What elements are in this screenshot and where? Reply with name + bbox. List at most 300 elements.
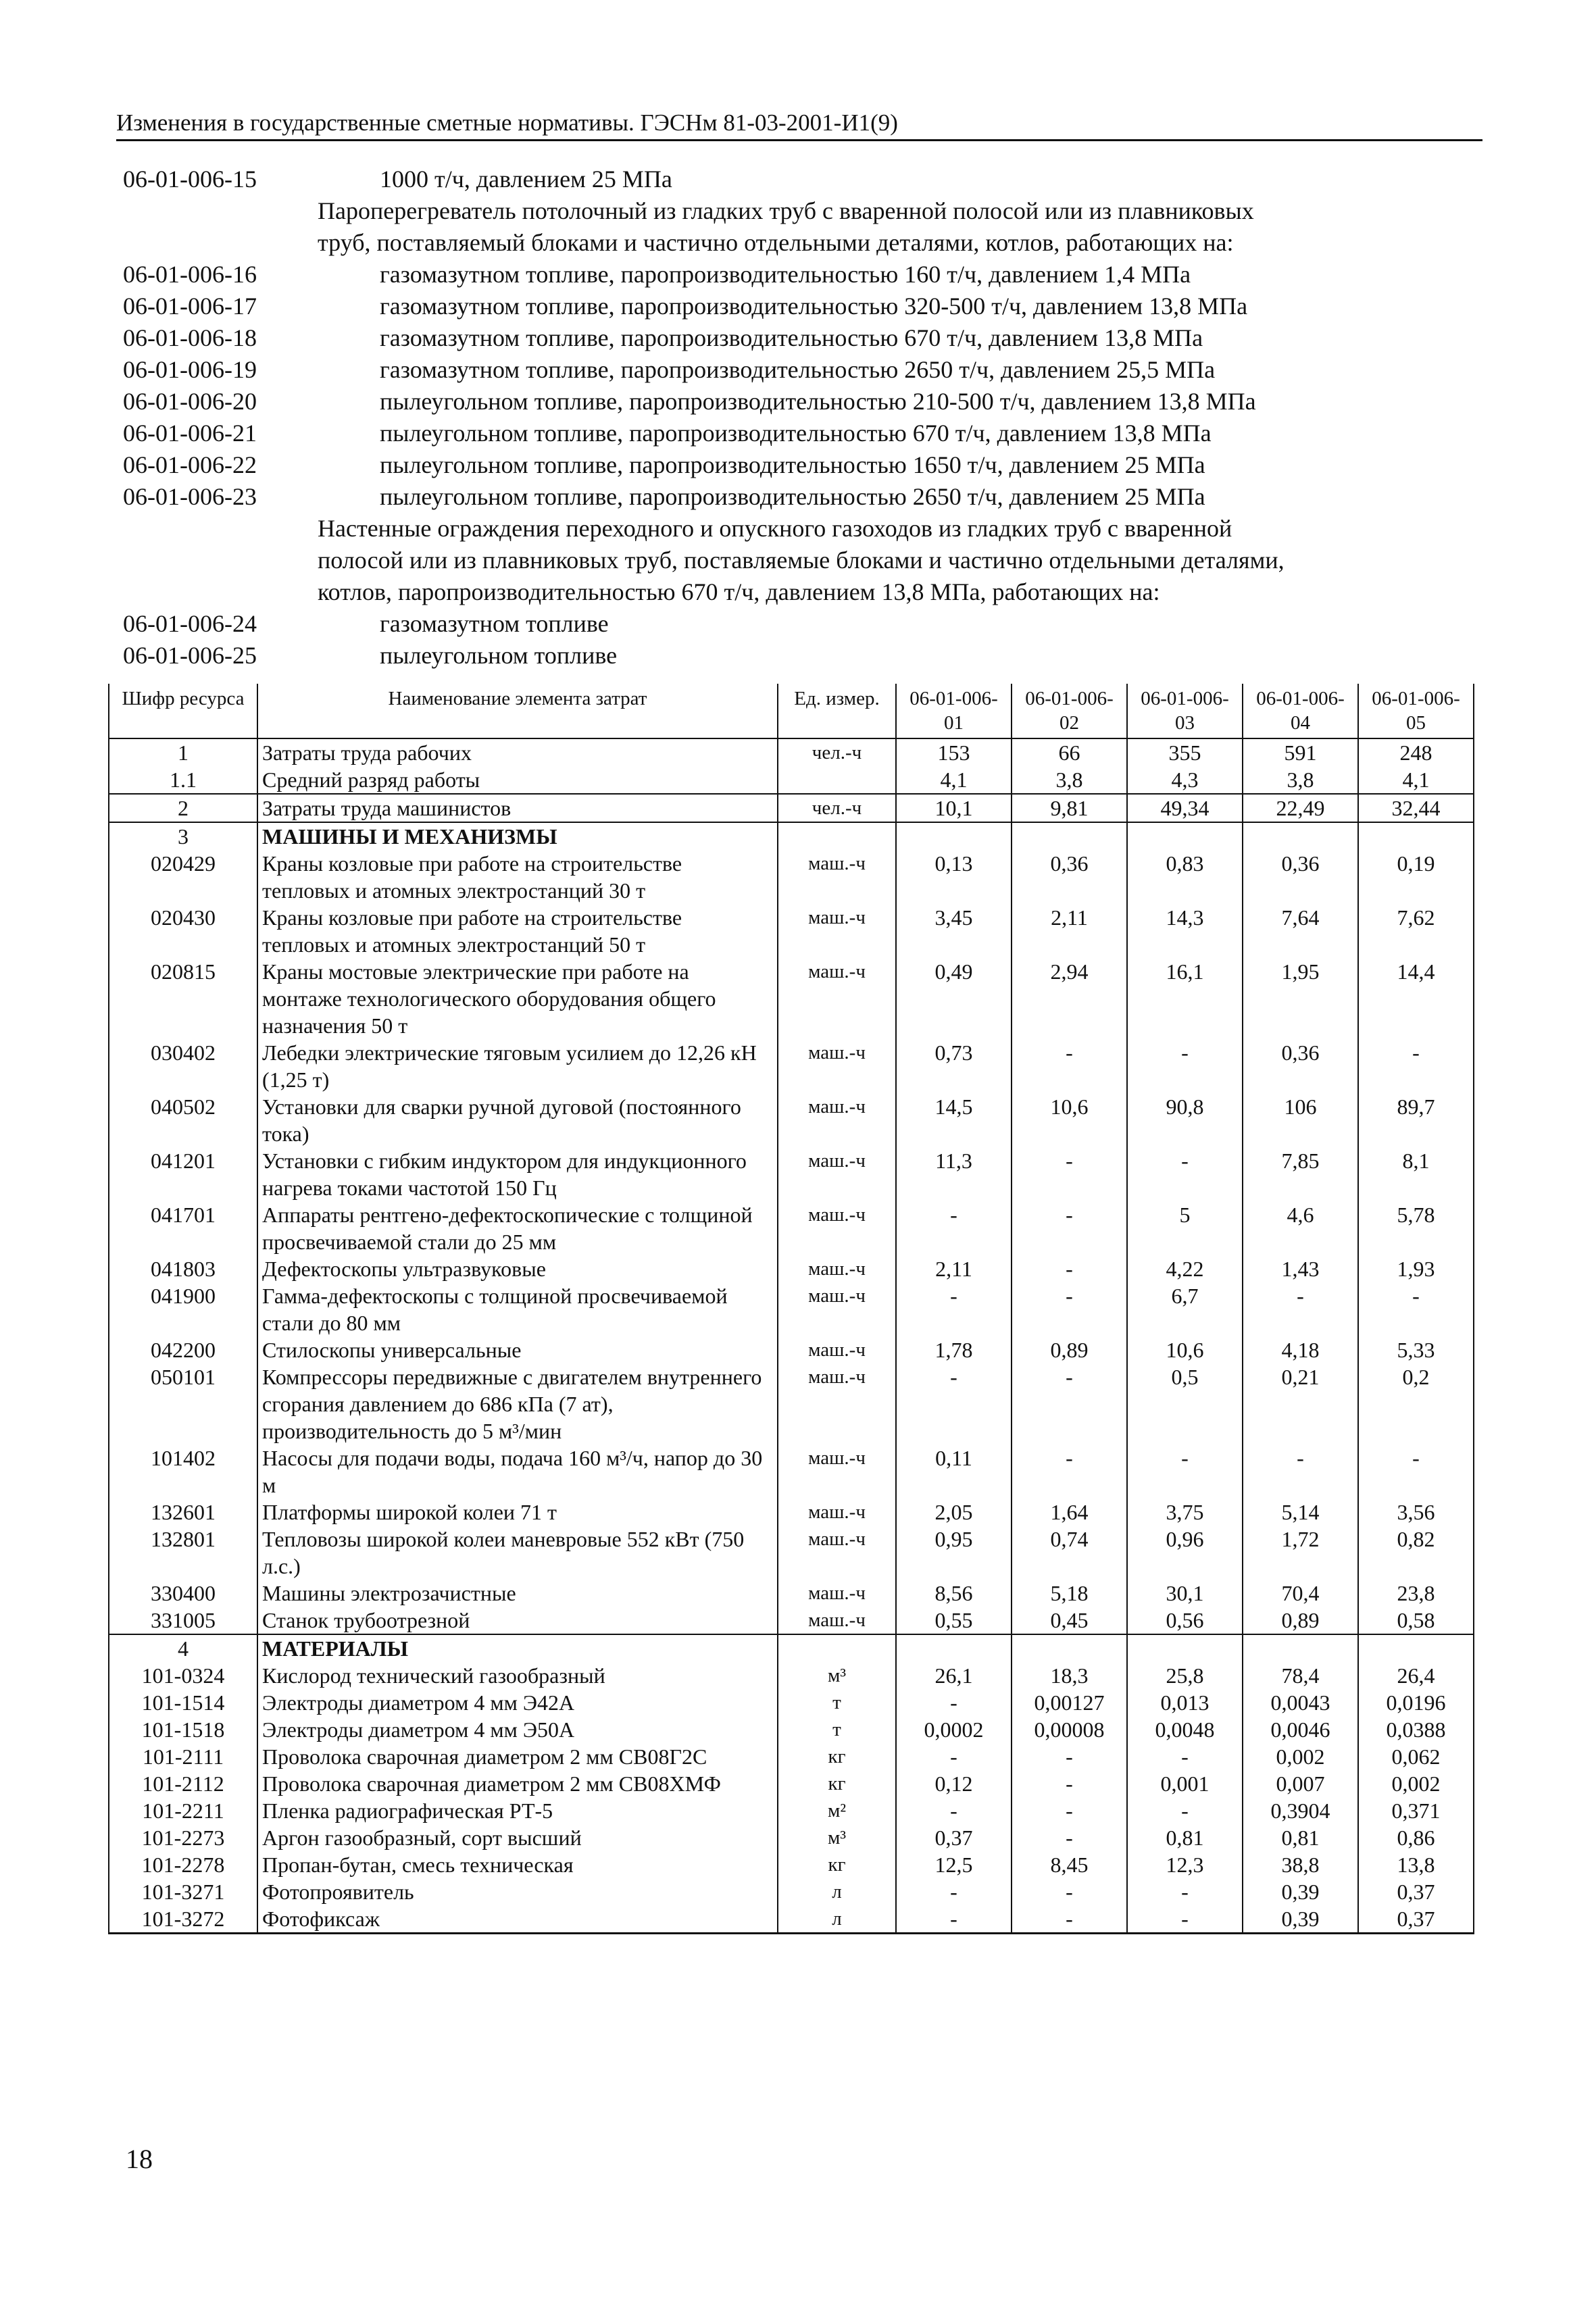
resource-code: 101-2111 [109, 1743, 257, 1770]
value-cell: 0,36 [1243, 1039, 1358, 1093]
norm-code: 06-01-006-25 [123, 642, 257, 669]
paragraph-text: Настенные ограждения переходного и опускного газоходов из гладких труб с вваренной [318, 515, 1232, 542]
norm-code: 06-01-006-15 [123, 166, 257, 193]
paragraph-text: труб, поставляемый блоками и частично отдельными деталями, котлов, работающих на: [318, 229, 1234, 256]
resource-unit: м³ [778, 1662, 896, 1689]
value-cell: 0,13 [896, 850, 1012, 904]
value-cell: 248 [1358, 738, 1474, 766]
table-body [109, 738, 1474, 1934]
norm-code: 06-01-006-19 [123, 356, 257, 383]
value-cell: 25,8 [1127, 1662, 1243, 1689]
value-cell: 0,37 [1358, 1878, 1474, 1905]
value-cell: 7,85 [1243, 1147, 1358, 1201]
value-cell: - [1243, 1444, 1358, 1499]
resource-unit: маш.-ч [778, 1255, 896, 1282]
value-cell [896, 822, 1012, 850]
norm-item [116, 259, 1488, 291]
norm-code: 06-01-006-22 [123, 451, 257, 478]
resource-code: 041201 [109, 1147, 257, 1201]
table-row [109, 1607, 1474, 1634]
value-cell [1012, 1634, 1127, 1662]
resource-unit: маш.-ч [778, 904, 896, 958]
value-cell: 355 [1127, 738, 1243, 766]
value-cell: 0,45 [1012, 1607, 1127, 1634]
value-cell [1358, 822, 1474, 850]
resource-unit: маш.-ч [778, 1607, 896, 1634]
value-cell: 3,8 [1243, 766, 1358, 794]
value-cell: - [1012, 1824, 1127, 1851]
value-cell: 26,1 [896, 1662, 1012, 1689]
resource-name: Затраты труда рабочих [257, 738, 778, 766]
table-row [109, 1336, 1474, 1363]
value-cell: 0,36 [1243, 850, 1358, 904]
resource-name: Краны козловые при работе на строительстве тепловых и атомных электростанций 30 т [257, 850, 778, 904]
value-cell: 26,4 [1358, 1662, 1474, 1689]
intro-paragraph-line [116, 513, 1488, 545]
resource-unit: л [778, 1878, 896, 1905]
norm-item [116, 322, 1488, 354]
resource-code: 050101 [109, 1363, 257, 1444]
value-cell: 0,5 [1127, 1363, 1243, 1444]
norm-code: 06-01-006-17 [123, 293, 257, 320]
value-cell: - [896, 1689, 1012, 1716]
value-cell: 0,0002 [896, 1716, 1012, 1743]
value-cell: 4,22 [1127, 1255, 1243, 1282]
norm-item [116, 418, 1488, 449]
value-cell: 153 [896, 738, 1012, 766]
value-cell: 2,11 [896, 1255, 1012, 1282]
page-header [116, 107, 1482, 141]
resource-name: Компрессоры передвижные с двигателем внутреннего сгорания давлением до 686 кПа (7 ат), производительность до 5 м³/мин [257, 1363, 778, 1444]
resource-code: 101-2278 [109, 1851, 257, 1878]
norm-text: 1000 т/ч, давлением 25 МПа [380, 166, 672, 193]
value-cell: 0,013 [1127, 1689, 1243, 1716]
value-cell: - [1358, 1444, 1474, 1499]
norm-item [116, 291, 1488, 322]
value-cell: - [1127, 1444, 1243, 1499]
resource-name: Пленка радиографическая РТ-5 [257, 1797, 778, 1824]
value-cell: - [1012, 1905, 1127, 1934]
value-cell: 1,43 [1243, 1255, 1358, 1282]
value-cell: 4,3 [1127, 766, 1243, 794]
value-cell: - [1012, 1743, 1127, 1770]
resource-name: Кислород технический газообразный [257, 1662, 778, 1689]
value-cell: 66 [1012, 738, 1127, 766]
table-row [109, 1444, 1474, 1499]
resource-name: Лебедки электрические тяговым усилием до 12,26 кН (1,25 т) [257, 1039, 778, 1093]
value-cell: 0,371 [1358, 1797, 1474, 1824]
resource-code: 330400 [109, 1580, 257, 1607]
resource-code: 030402 [109, 1039, 257, 1093]
value-cell: 12,3 [1127, 1851, 1243, 1878]
value-cell: 0,37 [896, 1824, 1012, 1851]
value-cell: 38,8 [1243, 1851, 1358, 1878]
norm-text: пылеугольном топливе, паропроизводительностью 2650 т/ч, давлением 25 МПа [380, 483, 1205, 510]
resource-code: 042200 [109, 1336, 257, 1363]
value-cell: 5,78 [1358, 1201, 1474, 1255]
value-cell: - [1127, 1878, 1243, 1905]
value-cell: 8,56 [896, 1580, 1012, 1607]
norm-item [116, 640, 1488, 672]
value-cell: - [896, 1282, 1012, 1336]
value-cell: 14,4 [1358, 958, 1474, 1039]
resource-name: Электроды диаметром 4 мм Э50А [257, 1716, 778, 1743]
value-cell: 0,2 [1358, 1363, 1474, 1444]
value-cell: 3,45 [896, 904, 1012, 958]
norm-text: пылеугольном топливе, паропроизводительностью 210-500 т/ч, давлением 13,8 МПа [380, 388, 1256, 415]
resource-name: МАТЕРИАЛЫ [257, 1634, 778, 1662]
resource-code: 041900 [109, 1282, 257, 1336]
table-row [109, 1743, 1474, 1770]
value-cell: 90,8 [1127, 1093, 1243, 1147]
value-cell: 0,81 [1243, 1824, 1358, 1851]
resource-unit: маш.-ч [778, 1580, 896, 1607]
resource-unit: м² [778, 1797, 896, 1824]
value-cell: - [896, 1201, 1012, 1255]
header-name: Наименование элемента затрат [257, 684, 778, 738]
resource-name: Гамма-дефектоскопы с толщиной просвечиваемой стали до 80 мм [257, 1282, 778, 1336]
value-cell: 0,89 [1243, 1607, 1358, 1634]
paragraph-text: полосой или из плавниковых труб, поставляемые блоками и частично отдельными деталями, [318, 547, 1285, 574]
norm-text: газомазутном топливе, паропроизводительностью 320-500 т/ч, давлением 13,8 МПа [380, 293, 1248, 320]
table-row [109, 1147, 1474, 1201]
table-row [109, 1580, 1474, 1607]
value-cell: 0,89 [1012, 1336, 1127, 1363]
resource-code: 101-1514 [109, 1689, 257, 1716]
value-cell: 5 [1127, 1201, 1243, 1255]
value-cell: 0,55 [896, 1607, 1012, 1634]
value-cell: 8,45 [1012, 1851, 1127, 1878]
value-cell: 2,11 [1012, 904, 1127, 958]
value-cell: 0,86 [1358, 1824, 1474, 1851]
norm-text: газомазутном топливе, паропроизводительностью 2650 т/ч, давлением 25,5 МПа [380, 356, 1216, 383]
resource-name: Платформы широкой колеи 71 т [257, 1499, 778, 1526]
resource-code: 101-0324 [109, 1662, 257, 1689]
value-cell: 16,1 [1127, 958, 1243, 1039]
value-cell: 0,21 [1243, 1363, 1358, 1444]
norm-text: газомазутном топливе, паропроизводительностью 670 т/ч, давлением 13,8 МПа [380, 324, 1203, 351]
resource-code: 331005 [109, 1607, 257, 1634]
value-cell: 0,062 [1358, 1743, 1474, 1770]
resource-unit: л [778, 1905, 896, 1934]
value-cell: 0,00008 [1012, 1716, 1127, 1743]
resource-unit: чел.-ч [778, 794, 896, 822]
resource-unit: маш.-ч [778, 1039, 896, 1093]
table-row [109, 766, 1474, 794]
resource-code: 101-3271 [109, 1878, 257, 1905]
resource-code: 1.1 [109, 766, 257, 794]
header-shifr: Шифр ресурса [109, 684, 257, 738]
value-cell: 1,78 [896, 1336, 1012, 1363]
resource-name: Фотопроявитель [257, 1878, 778, 1905]
value-cell: 2,05 [896, 1499, 1012, 1526]
value-cell: 8,1 [1358, 1147, 1474, 1201]
resource-code: 040502 [109, 1093, 257, 1147]
resource-code: 041701 [109, 1201, 257, 1255]
value-cell: 4,18 [1243, 1336, 1358, 1363]
resource-code: 101-1518 [109, 1716, 257, 1743]
value-cell: 2,94 [1012, 958, 1127, 1039]
resource-code: 101-2211 [109, 1797, 257, 1824]
table-row [109, 850, 1474, 904]
resource-code: 1 [109, 738, 257, 766]
resource-code: 101-3272 [109, 1905, 257, 1934]
value-cell: - [896, 1797, 1012, 1824]
table-row [109, 1851, 1474, 1878]
norm-text: пылеугольном топливе [380, 642, 618, 669]
value-cell: 49,34 [1127, 794, 1243, 822]
resource-unit: маш.-ч [778, 1147, 896, 1201]
resource-code: 4 [109, 1634, 257, 1662]
intro-paragraph-line [116, 195, 1488, 227]
value-cell: 3,75 [1127, 1499, 1243, 1526]
value-cell: 32,44 [1358, 794, 1474, 822]
header-col-3: 06-01-006-03 [1127, 684, 1243, 738]
value-cell: 0,001 [1127, 1770, 1243, 1797]
value-cell: 1,93 [1358, 1255, 1474, 1282]
table-row [109, 1878, 1474, 1905]
header-col-4: 06-01-006-04 [1243, 684, 1358, 738]
value-cell: 12,5 [896, 1851, 1012, 1878]
table-row [109, 1499, 1474, 1526]
value-cell: - [1012, 1255, 1127, 1282]
norm-code: 06-01-006-24 [123, 610, 257, 637]
table-row [109, 1662, 1474, 1689]
value-cell: - [1358, 1039, 1474, 1093]
value-cell: 0,36 [1012, 850, 1127, 904]
value-cell: 3,8 [1012, 766, 1127, 794]
value-cell [896, 1634, 1012, 1662]
value-cell: - [1127, 1905, 1243, 1934]
table-row [109, 794, 1474, 822]
paragraph-text: котлов, паропроизводительностью 670 т/ч, давлением 13,8 МПа, работающих на: [318, 578, 1160, 605]
table-row [109, 1797, 1474, 1824]
norm-item [116, 481, 1488, 513]
header-col-1: 06-01-006-01 [896, 684, 1012, 738]
resource-name: Фотофиксаж [257, 1905, 778, 1934]
table-row [109, 1770, 1474, 1797]
value-cell: - [1012, 1147, 1127, 1201]
norm-text: пылеугольном топливе, паропроизводительностью 1650 т/ч, давлением 25 МПа [380, 451, 1205, 478]
value-cell: - [896, 1878, 1012, 1905]
table-row [109, 1039, 1474, 1093]
value-cell: 0,002 [1243, 1743, 1358, 1770]
value-cell: - [1127, 1147, 1243, 1201]
value-cell: 3,56 [1358, 1499, 1474, 1526]
table-row [109, 1255, 1474, 1282]
intro-line [116, 164, 1488, 195]
header-title: Изменения в государственные сметные нормативы. ГЭСНм 81-03-2001-И1(9) [116, 109, 898, 136]
resource-name: Краны козловые при работе на строительстве тепловых и атомных электростанций 50 т [257, 904, 778, 958]
resource-name: Проволока сварочная диаметром 2 мм СВ08ХМФ [257, 1770, 778, 1797]
resource-name: Станок трубоотрезной [257, 1607, 778, 1634]
resource-code: 2 [109, 794, 257, 822]
value-cell: 0,49 [896, 958, 1012, 1039]
value-cell: 14,3 [1127, 904, 1243, 958]
value-cell: 10,1 [896, 794, 1012, 822]
resource-unit: кг [778, 1770, 896, 1797]
resource-unit: маш.-ч [778, 1093, 896, 1147]
norm-code: 06-01-006-23 [123, 483, 257, 510]
header-col-2: 06-01-006-02 [1012, 684, 1127, 738]
value-cell: 0,3904 [1243, 1797, 1358, 1824]
value-cell: - [1127, 1039, 1243, 1093]
resource-code: 3 [109, 822, 257, 850]
value-cell: 22,49 [1243, 794, 1358, 822]
table-row [109, 1634, 1474, 1662]
value-cell: - [1012, 1039, 1127, 1093]
value-cell: 0,37 [1358, 1905, 1474, 1934]
value-cell: 14,5 [896, 1093, 1012, 1147]
intro-paragraph-line [116, 227, 1488, 259]
norm-code: 06-01-006-20 [123, 388, 257, 415]
value-cell: 7,64 [1243, 904, 1358, 958]
resource-name: Аппараты рентгено-дефектоскопические с толщиной просвечиваемой стали до 25 мм [257, 1201, 778, 1255]
norm-item [116, 386, 1488, 418]
table-row [109, 1282, 1474, 1336]
resource-name: Пропан-бутан, смесь техническая [257, 1851, 778, 1878]
norm-item [116, 608, 1488, 640]
resource-unit [778, 1634, 896, 1662]
table-row [109, 738, 1474, 766]
norm-description [116, 164, 1488, 672]
value-cell: - [896, 1905, 1012, 1934]
value-cell: 0,0046 [1243, 1716, 1358, 1743]
resource-unit [778, 822, 896, 850]
value-cell: - [1012, 1282, 1127, 1336]
intro-paragraph-line [116, 576, 1488, 608]
resource-code: 020429 [109, 850, 257, 904]
resource-unit: маш.-ч [778, 1282, 896, 1336]
value-cell [1127, 822, 1243, 850]
resource-unit: м³ [778, 1824, 896, 1851]
resource-code: 101-2112 [109, 1770, 257, 1797]
header-unit: Ед. измер. [778, 684, 896, 738]
value-cell: 591 [1243, 738, 1358, 766]
paragraph-text: Пароперегреватель потолочный из гладких труб с вваренной полосой или из плавниковых [318, 197, 1254, 224]
value-cell: 10,6 [1127, 1336, 1243, 1363]
resource-code: 020815 [109, 958, 257, 1039]
value-cell: - [1243, 1282, 1358, 1336]
value-cell: 4,6 [1243, 1201, 1358, 1255]
value-cell: 9,81 [1012, 794, 1127, 822]
table-row [109, 1526, 1474, 1580]
table-row [109, 958, 1474, 1039]
value-cell: 11,3 [896, 1147, 1012, 1201]
resource-unit: маш.-ч [778, 1363, 896, 1444]
value-cell: 1,72 [1243, 1526, 1358, 1580]
table-row [109, 1689, 1474, 1716]
resource-name: Краны мостовые электрические при работе на монтаже технологического оборудования общего назначения 50 т [257, 958, 778, 1039]
resource-name: Аргон газообразный, сорт высший [257, 1824, 778, 1851]
value-cell: - [1012, 1201, 1127, 1255]
resource-unit: маш.-ч [778, 850, 896, 904]
resource-name: Насосы для подачи воды, подача 160 м³/ч, напор до 30 м [257, 1444, 778, 1499]
value-cell: 106 [1243, 1093, 1358, 1147]
norm-text: газомазутном топливе [380, 610, 609, 637]
value-cell: - [1012, 1444, 1127, 1499]
table-row [109, 822, 1474, 850]
norm-item [116, 354, 1488, 386]
norm-text: газомазутном топливе, паропроизводительностью 160 т/ч, давлением 1,4 МПа [380, 261, 1191, 288]
value-cell [1127, 1634, 1243, 1662]
table-row [109, 1824, 1474, 1851]
value-cell [1243, 1634, 1358, 1662]
value-cell: 7,62 [1358, 904, 1474, 958]
value-cell: 0,96 [1127, 1526, 1243, 1580]
value-cell: - [1012, 1770, 1127, 1797]
table-row [109, 1363, 1474, 1444]
resource-code: 020430 [109, 904, 257, 958]
table-row [109, 1905, 1474, 1934]
value-cell: 0,0048 [1127, 1716, 1243, 1743]
value-cell: 0,0388 [1358, 1716, 1474, 1743]
value-cell: 89,7 [1358, 1093, 1474, 1147]
resource-unit: кг [778, 1743, 896, 1770]
resource-name: Тепловозы широкой колеи маневровые 552 кВт (750 л.с.) [257, 1526, 778, 1580]
value-cell: 6,7 [1127, 1282, 1243, 1336]
resource-unit: маш.-ч [778, 958, 896, 1039]
resource-code: 041803 [109, 1255, 257, 1282]
value-cell [1358, 1634, 1474, 1662]
value-cell: 1,95 [1243, 958, 1358, 1039]
value-cell: 0,002 [1358, 1770, 1474, 1797]
value-cell: 1,64 [1012, 1499, 1127, 1526]
resource-unit: маш.-ч [778, 1526, 896, 1580]
value-cell: 70,4 [1243, 1580, 1358, 1607]
value-cell: 13,8 [1358, 1851, 1474, 1878]
resource-name: МАШИНЫ И МЕХАНИЗМЫ [257, 822, 778, 850]
resource-name: Проволока сварочная диаметром 2 мм СВ08Г2С [257, 1743, 778, 1770]
resource-unit: кг [778, 1851, 896, 1878]
value-cell: 0,11 [896, 1444, 1012, 1499]
value-cell: 0,00127 [1012, 1689, 1127, 1716]
value-cell: 0,58 [1358, 1607, 1474, 1634]
value-cell: 5,18 [1012, 1580, 1127, 1607]
value-cell [1012, 822, 1127, 850]
resource-unit: чел.-ч [778, 738, 896, 766]
resource-code: 101-2273 [109, 1824, 257, 1851]
table-row [109, 1093, 1474, 1147]
value-cell: - [896, 1363, 1012, 1444]
value-cell: 0,19 [1358, 850, 1474, 904]
value-cell: - [1012, 1797, 1127, 1824]
value-cell: 30,1 [1127, 1580, 1243, 1607]
resource-unit: маш.-ч [778, 1444, 896, 1499]
value-cell: - [1127, 1797, 1243, 1824]
value-cell: - [896, 1743, 1012, 1770]
value-cell: 5,33 [1358, 1336, 1474, 1363]
table-header-row [109, 684, 1474, 738]
norm-code: 06-01-006-16 [123, 261, 257, 288]
resource-table [108, 684, 1474, 1934]
resource-name: Установки для сварки ручной дуговой (постоянного тока) [257, 1093, 778, 1147]
resource-code: 132801 [109, 1526, 257, 1580]
resource-unit: маш.-ч [778, 1201, 896, 1255]
intro-paragraph-line [116, 545, 1488, 576]
value-cell: 0,12 [896, 1770, 1012, 1797]
resource-unit: маш.-ч [778, 1499, 896, 1526]
value-cell: 0,39 [1243, 1905, 1358, 1934]
value-cell: 0,81 [1127, 1824, 1243, 1851]
value-cell: 0,74 [1012, 1526, 1127, 1580]
value-cell: 10,6 [1012, 1093, 1127, 1147]
resource-code: 132601 [109, 1499, 257, 1526]
value-cell: 0,83 [1127, 850, 1243, 904]
resource-name: Электроды диаметром 4 мм Э42А [257, 1689, 778, 1716]
resource-name: Машины электрозачистные [257, 1580, 778, 1607]
value-cell: 4,1 [1358, 766, 1474, 794]
